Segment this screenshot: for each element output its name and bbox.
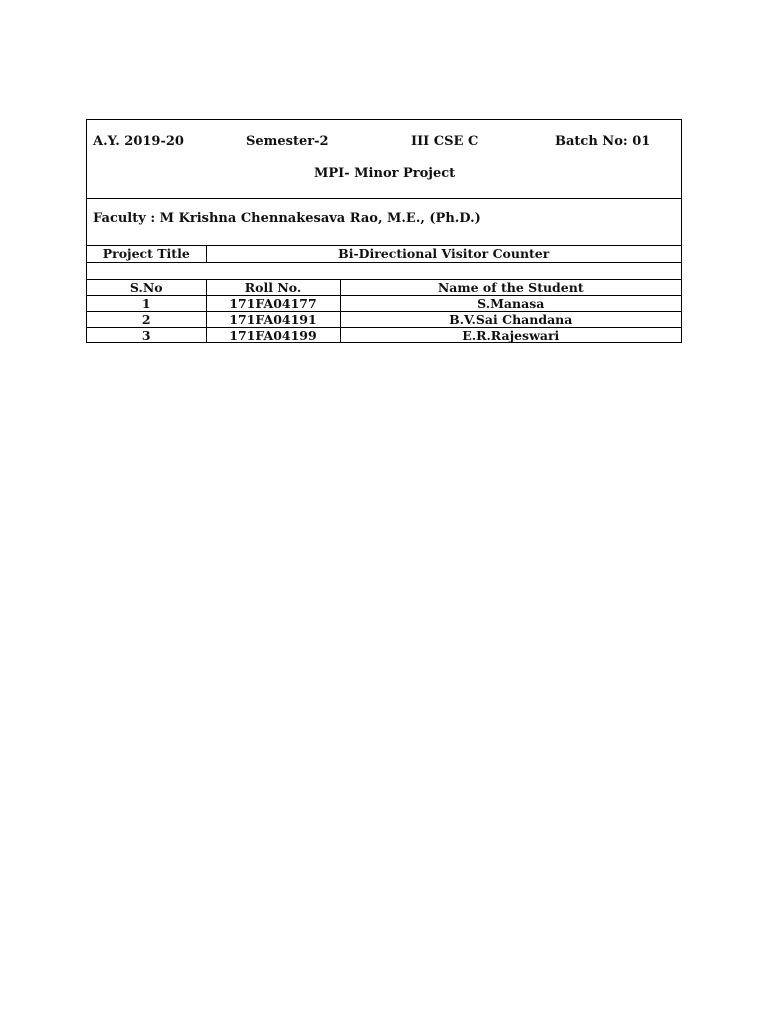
- faculty-row: [87, 199, 681, 246]
- student-roll: 171FA04199: [206, 327, 340, 343]
- batch-details-table: [86, 119, 682, 343]
- table-row: [87, 311, 681, 327]
- column-header-name: Name of the Student: [340, 279, 681, 295]
- student-sno: 3: [87, 327, 206, 343]
- column-header-roll: Roll No.: [206, 279, 340, 295]
- semester: Semester-2: [246, 134, 329, 149]
- academic-year: A.Y. 2019-20: [93, 134, 184, 149]
- project-student-grid: [87, 246, 681, 343]
- faculty-name: Faculty : M Krishna Chennakesava Rao, M.E., (Ph.D.): [93, 211, 481, 226]
- student-name: S.Manasa: [340, 295, 681, 311]
- spacer-row: [87, 262, 681, 279]
- table-header-row: [87, 279, 681, 295]
- course-name: MPI- Minor Project: [314, 166, 456, 181]
- batch-number: Batch No: 01: [555, 134, 651, 149]
- header-block: [87, 120, 681, 199]
- student-roll: 171FA04177: [206, 295, 340, 311]
- project-title-value: Bi-Directional Visitor Counter: [206, 246, 681, 262]
- student-name: E.R.Rajeswari: [340, 327, 681, 343]
- class-section: III CSE C: [411, 134, 479, 149]
- student-roll: 171FA04191: [206, 311, 340, 327]
- student-name: B.V.Sai Chandana: [340, 311, 681, 327]
- project-title-row: [87, 246, 681, 262]
- table-row: [87, 295, 681, 311]
- spacer-cell: [87, 262, 681, 279]
- project-title-label: Project Title: [102, 246, 190, 262]
- student-sno: 1: [87, 295, 206, 311]
- table-row: [87, 327, 681, 343]
- column-header-sno: S.No: [87, 279, 206, 295]
- student-sno: 2: [87, 311, 206, 327]
